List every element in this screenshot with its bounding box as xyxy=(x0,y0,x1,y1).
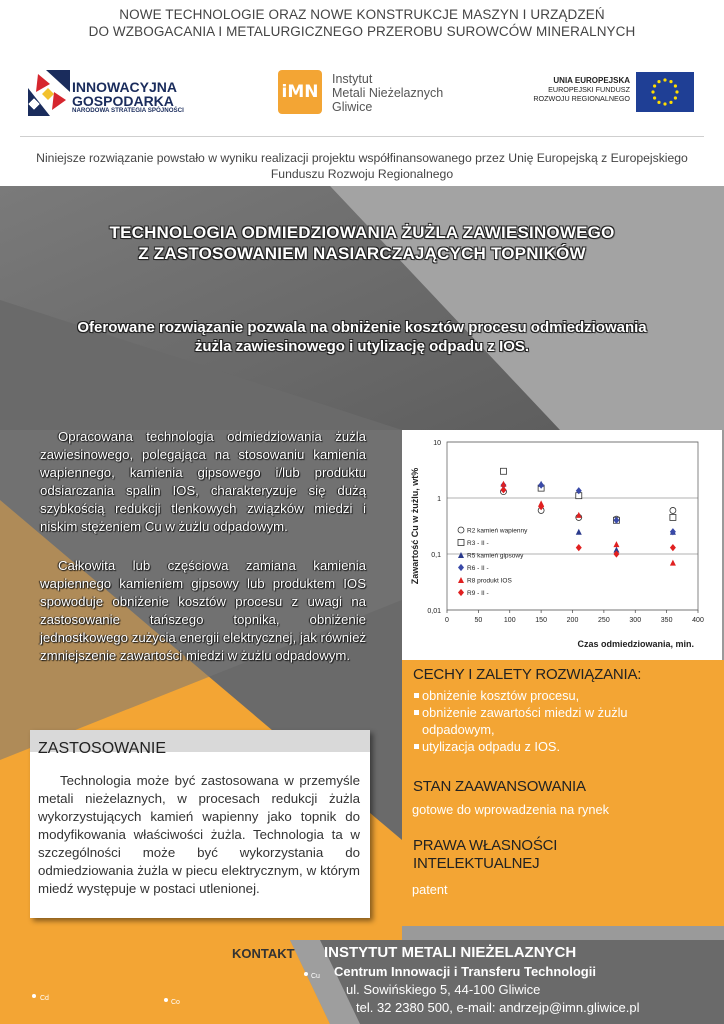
description-paragraph-1: Opracowana technologia odmiedziowania żużla zawiesinowego, polegająca na stosowaniu kamienia wapiennego, kamienia gipsowego i/lub produktu odsiarczania spalin IOS, charakteryzuje się dużą szybkością redukcji tlenkowych związków miedzi i niskim stężeniem Cu w żużlu odpadowym. xyxy=(40,429,366,534)
contact-organization: INSTYTUT METALI NIEŻELAZNYCH xyxy=(324,944,577,961)
ig-line-2: GOSPODARKA xyxy=(72,93,174,109)
ig-subtitle: NARODOWA STRATEGIA SPÓJNOŚCI xyxy=(72,107,184,114)
chart-point xyxy=(613,541,619,547)
deco-cu-label: Cu xyxy=(311,973,320,980)
stage-text: gotowe do wprowadzenia na rynek xyxy=(412,802,610,817)
chart-x-tick-label: 300 xyxy=(629,617,642,624)
cu-content-chart xyxy=(402,430,722,660)
funding-line-2: Funduszu Rozwoju Regionalnego xyxy=(270,167,454,181)
header-banner xyxy=(0,6,724,40)
chart-y-axis-label: Zawartość Cu w żużlu, wt% xyxy=(410,467,420,585)
eu-line-2: EUROPEJSKI FUNDUSZ xyxy=(548,85,630,94)
chart-x-tick-label: 250 xyxy=(598,617,610,624)
innowacyjna-gospodarka-logo xyxy=(28,68,218,124)
ip-heading-line-1: PRAWA WŁASNOŚCI xyxy=(413,837,558,854)
stage-heading: STAN ZAAWANSOWANIA xyxy=(413,778,586,795)
chart-x-tick-label: 150 xyxy=(535,617,547,624)
chart-y-tick-label: 1 xyxy=(437,496,441,503)
application-box xyxy=(30,730,370,918)
chart-legend-marker xyxy=(458,552,464,558)
contact-label: KONTAKT xyxy=(232,946,295,961)
chart-point xyxy=(500,468,506,474)
chart-x-tick-label: 0 xyxy=(445,617,449,624)
imn-line-2: Metali Nieżelaznych xyxy=(332,86,444,100)
chart-legend-label: R5 kamień gipsowy xyxy=(467,552,524,560)
eu-text xyxy=(520,76,630,103)
ig-title xyxy=(72,80,177,108)
funding-line-1: Niniejsze rozwiązanie powstało w wyniku realizacji projektu współfinansowanego przez Unię Europejską z Europejskiego xyxy=(36,151,688,165)
chart-legend-label: R8 produkt IOS xyxy=(467,577,512,585)
imn-logo xyxy=(278,70,458,116)
funding-statement xyxy=(0,150,724,182)
feature-item: obniżenie kosztów procesu, xyxy=(402,687,724,704)
eu-line-3: ROZWOJU REGIONALNEGO xyxy=(533,94,630,103)
chart-point xyxy=(670,514,676,520)
chart-svg xyxy=(402,430,722,660)
ip-heading-line-2: INTELEKTUALNEJ xyxy=(413,855,540,872)
chart-x-tick-label: 100 xyxy=(503,617,516,624)
imn-mark-icon: iMN xyxy=(278,70,322,114)
subtitle-line-2: żużla zawiesinowego i utylizację odpadu z IOS. xyxy=(194,338,530,355)
application-heading: ZASTOSOWANIE xyxy=(38,740,167,757)
chart-x-tick-label: 50 xyxy=(474,617,483,624)
chart-legend-marker xyxy=(458,527,464,533)
imn-name xyxy=(332,72,443,114)
contact-phone-email[interactable]: tel. 32 2380 500, e-mail: andrzejp@imn.gliwice.pl xyxy=(356,1000,640,1015)
contact-unit: Centrum Innowacji i Transferu Technologii xyxy=(334,964,596,979)
title-line-1: TECHNOLOGIA ODMIEDZIOWANIA ŻUŻLA ZAWIESINOWEGO xyxy=(109,223,615,242)
chart-x-axis-label: Czas odmiedziowania, min. xyxy=(577,639,694,649)
ig-line-1: INNOWACYJNA xyxy=(72,79,178,95)
chart-plot-frame xyxy=(447,442,698,610)
ip-heading xyxy=(413,837,557,873)
chart-point xyxy=(576,544,582,551)
contact-address: ul. Sowińskiego 5, 44-100 Gliwice xyxy=(346,982,541,997)
feature-item-continued: odpadowym, xyxy=(422,722,495,737)
ip-text: patent xyxy=(412,882,448,897)
header-line-1: NOWE TECHNOLOGIE ORAZ NOWE KONSTRUKCJE MASZYN I URZĄDZEŃ xyxy=(119,7,605,22)
chart-point xyxy=(670,507,676,513)
deco-co-label: Co xyxy=(171,999,180,1006)
chart-legend-label: R2 kamień wapienny xyxy=(467,527,528,535)
features-panel xyxy=(402,660,724,926)
chart-legend-label: R6 - II - xyxy=(467,565,489,572)
chart-legend-label: R3 - II - xyxy=(467,540,489,547)
chart-point xyxy=(670,560,676,566)
imn-line-3: Gliwice xyxy=(332,100,373,114)
divider-top xyxy=(20,136,704,137)
feature-item: utylizacja odpadu z IOS. xyxy=(402,738,724,755)
header-line-2: DO WZBOGACANIA I METALURGICZNEGO PRZEROBU SUROWCÓW MINERALNYCH xyxy=(88,24,636,39)
ig-emblem-icon xyxy=(28,70,70,116)
chart-legend-marker xyxy=(458,577,464,583)
chart-legend-marker xyxy=(458,540,464,546)
chart-x-tick-label: 400 xyxy=(692,617,704,624)
chart-x-tick-label: 350 xyxy=(660,617,673,624)
subtitle-line-1: Oferowane rozwiązanie pozwala na obniżenie kosztów procesu odmiedziowania xyxy=(77,319,647,336)
chart-y-tick-label: 10 xyxy=(433,440,441,447)
chart-x-tick-label: 200 xyxy=(566,617,579,624)
chart-legend-marker xyxy=(458,589,464,596)
eu-flag-icon xyxy=(636,72,694,112)
feature-item: obniżenie zawartości miedzi w żużlu xyxy=(402,704,724,721)
description-paragraph-2: Całkowita lub częściowa zamiana kamienia wapiennego kamieniem gipsowy lub produktem IOS spowoduje obniżenie kosztów procesu z uwagi na zastosowanie tańszego topnika, obniżenie jednostkowego zużycia energii elektrycznej, jak również zmniejszenie zawartości miedzi w żużlu odpadowym. xyxy=(40,558,366,663)
chart-legend-marker xyxy=(458,564,464,571)
eu-line-1: UNIA EUROPEJSKA xyxy=(553,76,630,85)
chart-legend-label: R9 - II - xyxy=(467,590,489,597)
chart-point xyxy=(670,544,676,551)
deco-cd-label: Cd xyxy=(40,995,49,1002)
title-line-2: Z ZASTOSOWANIEM NASIARCZAJĄCYCH TOPNIKÓW xyxy=(138,244,586,263)
chart-point xyxy=(500,481,506,487)
chart-y-tick-label: 0,01 xyxy=(427,608,441,615)
chart-point xyxy=(576,529,582,535)
imn-line-1: Instytut xyxy=(332,72,373,86)
page-title xyxy=(0,222,724,264)
features-heading: CECHY I ZALETY ROZWIĄZANIA: xyxy=(413,666,642,683)
chart-y-tick-label: 0,1 xyxy=(431,552,441,559)
eu-logo xyxy=(534,72,694,116)
application-text: Technologia może być zastosowana w przemyśle metali nieżelaznych, w procesach redukcji żużla wykorzystujących kamień wapienny jako topnik do modyfikowania właściwości żużla. Technologia ta w szczególności może być wykorzystania do odmiedziowania żużla w piecu elektrycznym, w którym miedź występuje w postaci utlenionej. xyxy=(38,773,360,896)
page-subtitle xyxy=(0,318,724,356)
